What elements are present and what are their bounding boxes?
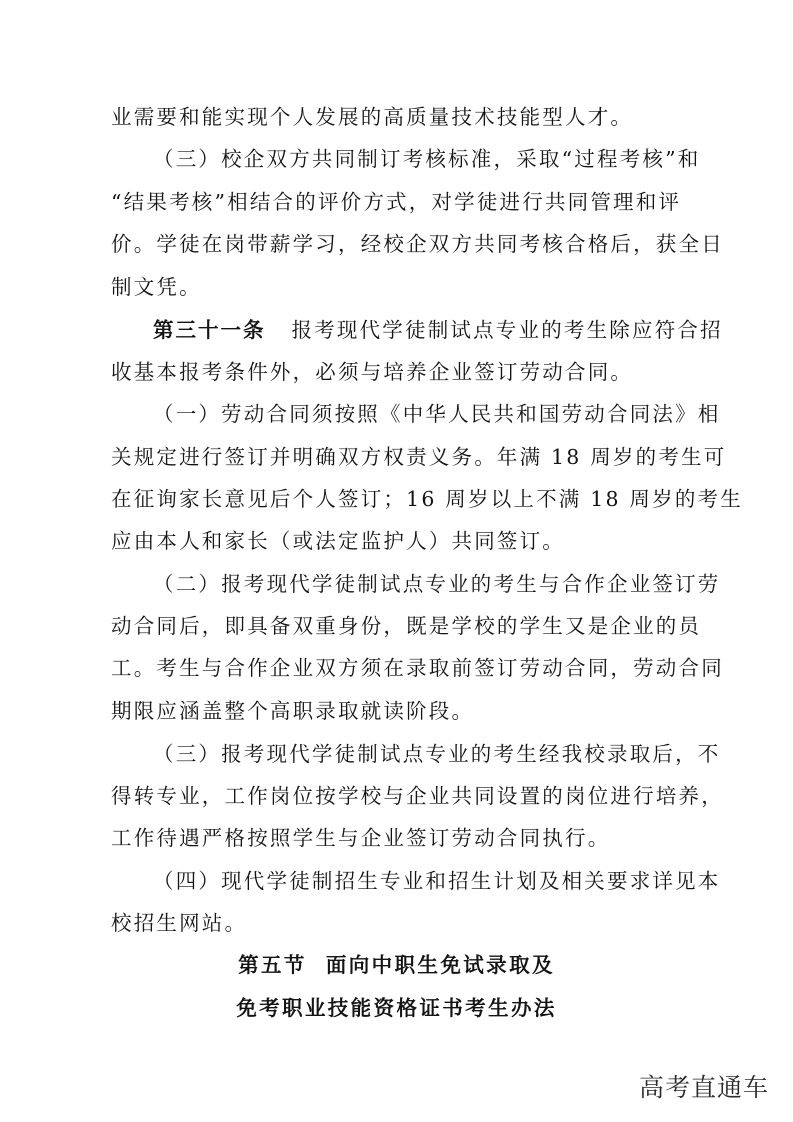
paragraph-line: 工作待遇严格按照学生与企业签订劳动合同执行。 <box>111 826 611 850</box>
paragraph-line: 动合同后，即具备双重身份，既是学校的学生又是企业的员 <box>111 614 702 638</box>
section-heading-line-2: 免考职业技能资格证书考生办法 <box>236 996 557 1020</box>
paragraph-line: （一）劳动合同须按照《中华人民共和国劳动合同法》相 <box>153 402 721 426</box>
watermark: 高考直通车 <box>638 1073 769 1102</box>
paragraph-line: 制文凭。 <box>111 275 202 299</box>
paragraph-line: （二）报考现代学徒制试点专业的考生与合作企业签订劳 <box>153 572 721 596</box>
paragraph-line: （三）报考现代学徒制试点专业的考生经我校录取后，不 <box>153 742 721 766</box>
paragraph-line: 校招生网站。 <box>111 911 248 935</box>
paragraph-line: 工。考生与合作企业双方须在录取前签订劳动合同，劳动合同 <box>111 656 724 680</box>
paragraph-line: 收基本报考条件外，必须与培养企业签订劳动合同。 <box>111 360 634 384</box>
article-31-line <box>153 316 723 344</box>
paragraph-line: 业需要和能实现个人发展的高质量技术技能型人才。 <box>111 105 634 129</box>
article-text: 报考现代学徒制试点专业的考生除应符合招 <box>291 318 723 342</box>
paragraph-line: 期限应涵盖整个高职录取就读阶段。 <box>111 699 475 723</box>
paragraph-line: 在征询家长意见后个人签订；16 周岁以上不满 18 周岁的考生 <box>111 487 743 511</box>
article-label: 第三十一条 <box>153 318 266 342</box>
paragraph-line: “结果考核”相结合的评价方式，对学徒进行共同管理和评 <box>111 190 682 214</box>
paragraph-line: （四）现代学徒制招生专业和招生计划及相关要求详见本 <box>153 869 721 893</box>
paragraph-line: 应由本人和家长（或法定监护人）共同签订。 <box>111 529 565 553</box>
paragraph-line: 得转专业，工作岗位按学校与企业共同设置的岗位进行培养， <box>111 784 724 808</box>
paragraph-line: （三）校企双方共同制订考核标准，采取“过程考核”和 <box>153 147 701 171</box>
paragraph-line: 价。学徒在岗带薪学习，经校企双方共同考核合格后，获全日 <box>111 232 724 256</box>
section-heading-line-1: 第五节 面向中职生免试录取及 <box>238 953 555 977</box>
paragraph-line: 关规定进行签订并明确双方权责义务。年满 18 周岁的考生可 <box>111 445 727 469</box>
